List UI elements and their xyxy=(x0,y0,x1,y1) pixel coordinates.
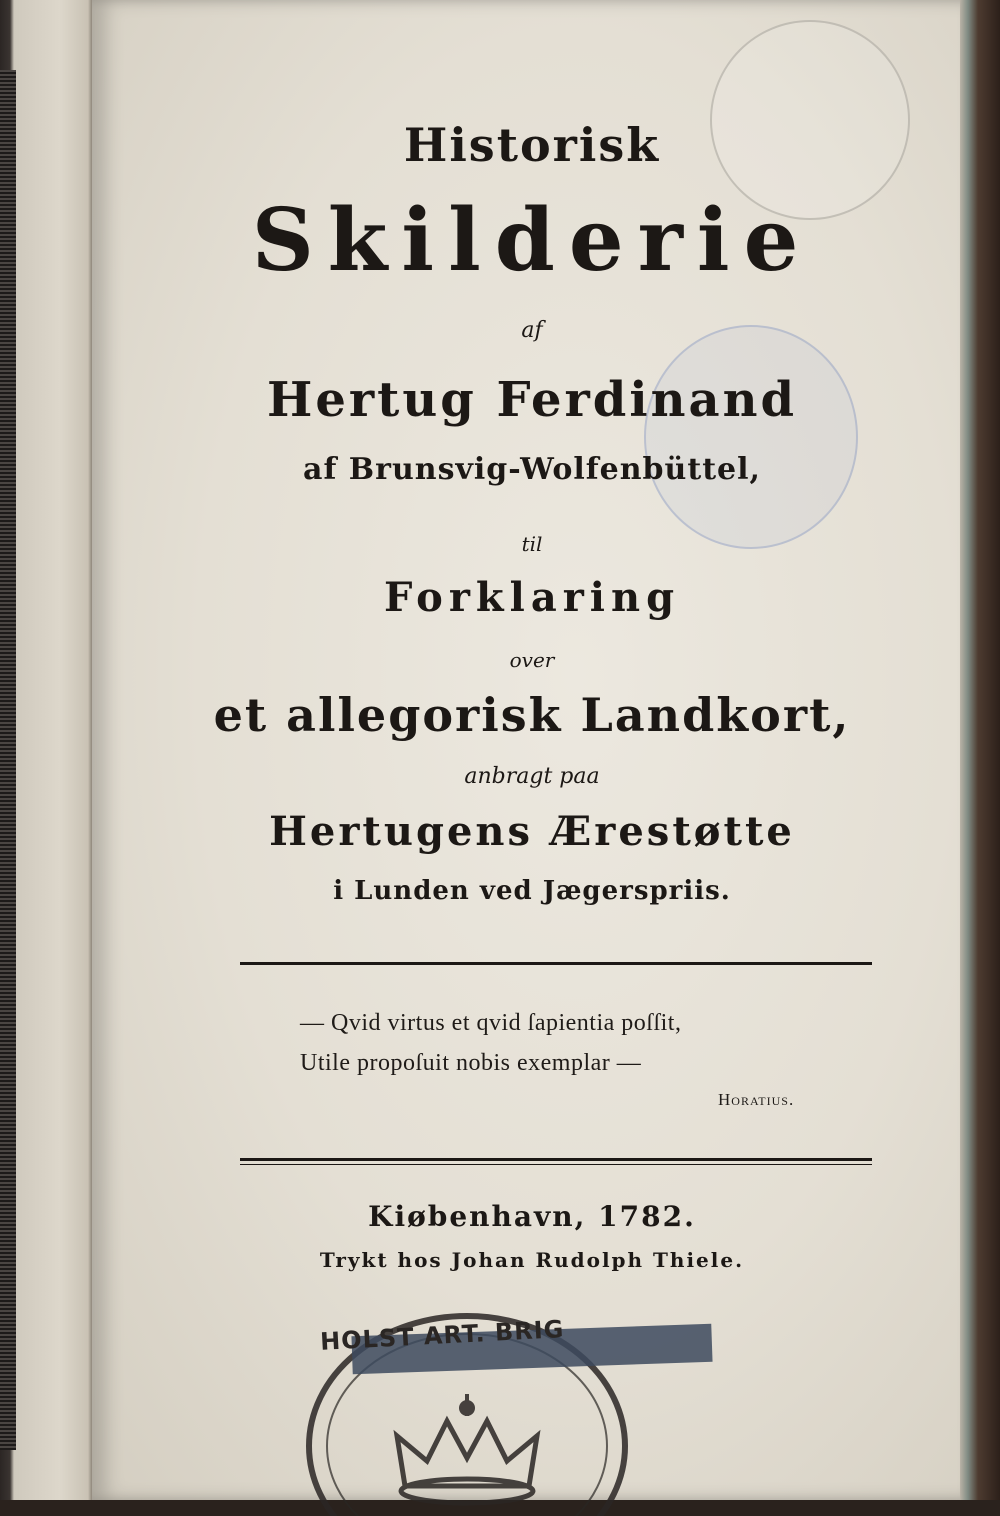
title-line-historisk: Historisk xyxy=(403,118,661,172)
title-line-aerestotte: Hertugens Ærestøtte xyxy=(269,808,795,855)
title-line-til: til xyxy=(521,532,543,556)
rule-bottom-1 xyxy=(240,1158,872,1161)
library-stamp-faded xyxy=(644,325,858,549)
book-edge xyxy=(960,0,1000,1500)
title-line-anbragt: anbragt paa xyxy=(464,764,600,789)
facing-engraving xyxy=(0,70,16,1450)
title-line-jaegerspriis: i Lunden ved Jægerspriis. xyxy=(333,876,731,906)
rule-bottom-2 xyxy=(240,1164,872,1165)
title-page xyxy=(92,0,972,1500)
crown-icon xyxy=(397,1394,537,1503)
title-line-over: over xyxy=(509,648,555,672)
title-line-brunsvig: af Brunsvig-Wolfenbüttel, xyxy=(303,452,761,487)
imprint-printer: Trykt hos Johan Rudolph Thiele. xyxy=(319,1248,745,1272)
imprint-place-year: Kiøbenhavn, 1782. xyxy=(368,1200,696,1233)
title-line-landkort: et allegorisk Landkort, xyxy=(213,688,851,742)
epigraph-line-2: Utile propoſuit nobis exemplar — xyxy=(300,1050,642,1076)
title-line-forklaring: Forklaring xyxy=(383,574,681,621)
title-line-hertug: Hertug Ferdinand xyxy=(266,372,798,428)
seal-label: HOLST ART. BRIG xyxy=(319,1315,565,1356)
epigraph-author: Horatius. xyxy=(718,1090,795,1109)
title-line-af: af xyxy=(521,318,543,343)
rule-top xyxy=(240,962,872,965)
facing-page xyxy=(0,0,92,1500)
title-line-skilderie: Skilderie xyxy=(251,190,813,291)
epigraph-line-1: — Qvid virtus et qvid ſapientia poſſit, xyxy=(300,1010,682,1036)
